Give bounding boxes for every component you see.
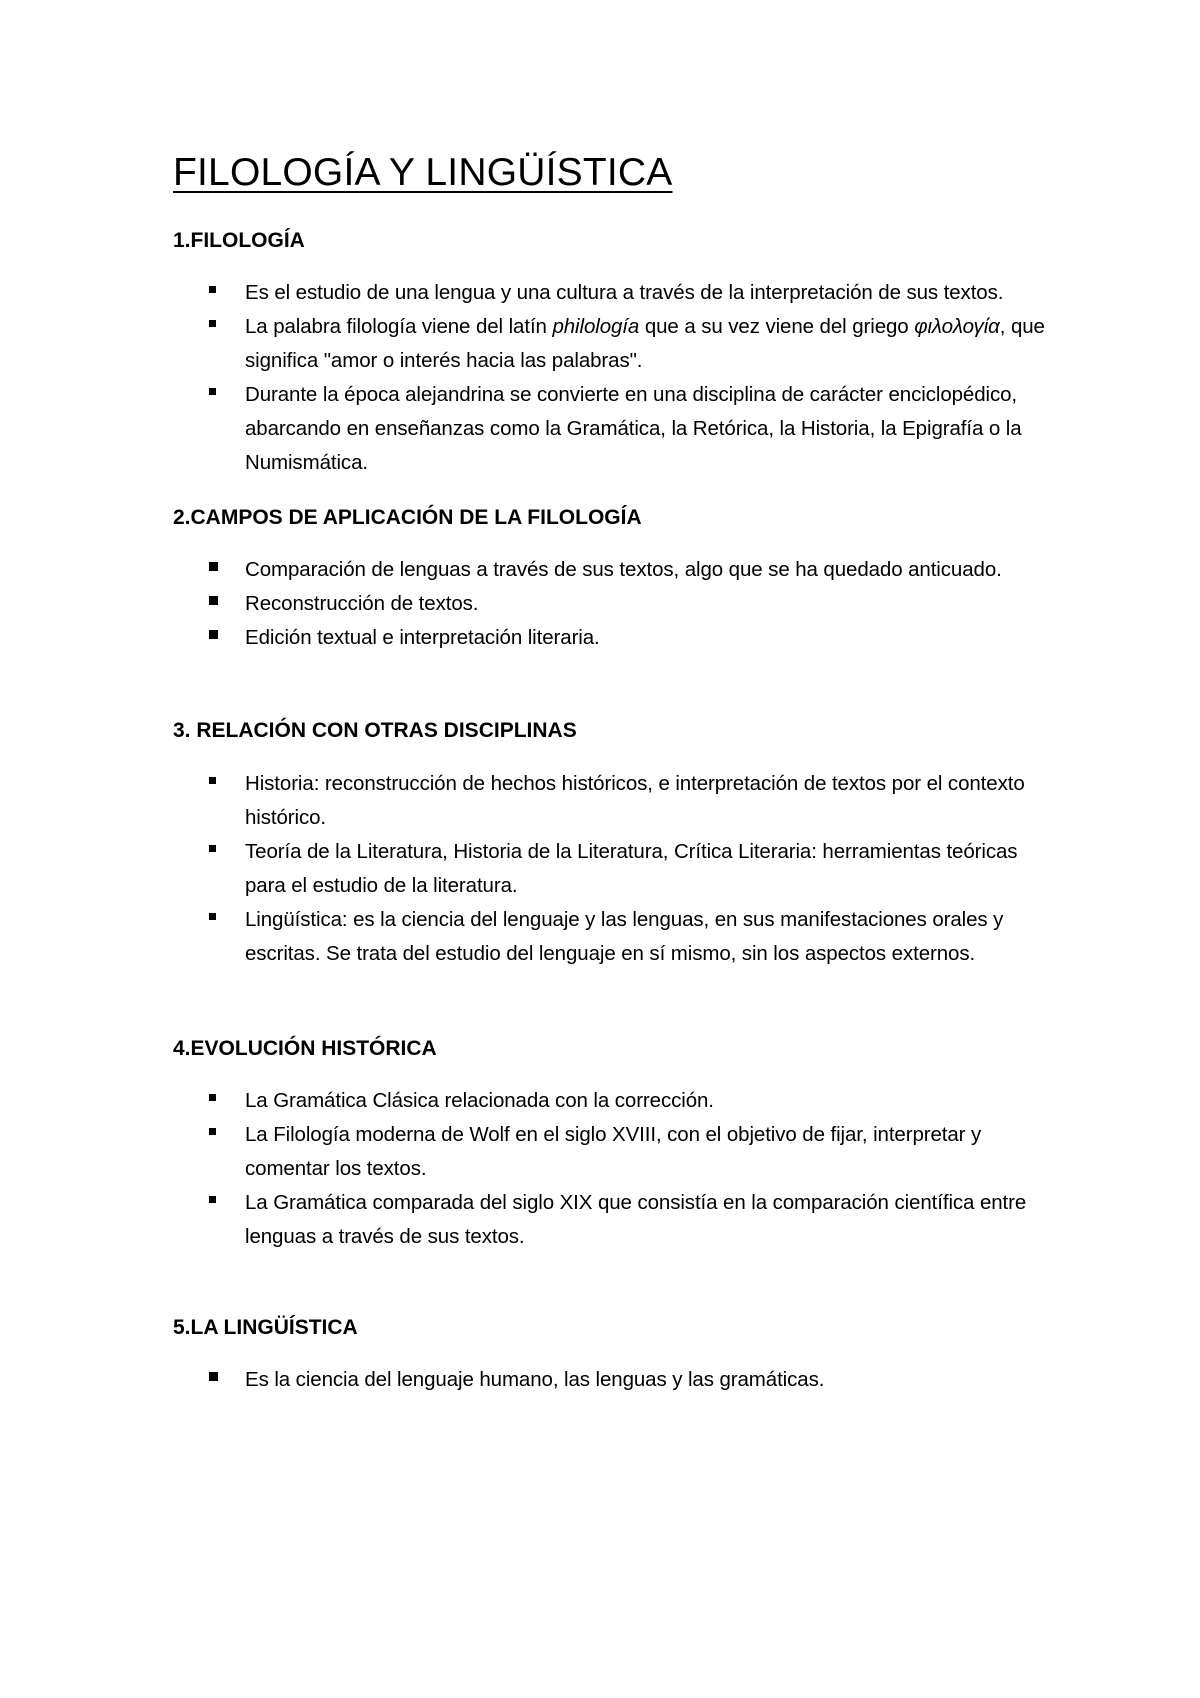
list-item: [173, 378, 1053, 480]
list-item: [173, 1363, 1053, 1397]
list-item: [173, 553, 1053, 587]
bullet-list: [173, 1084, 1053, 1254]
bullet-list: [173, 553, 1053, 655]
list-item-text: Reconstrucción de textos.: [245, 592, 479, 616]
greek-term: φιλολογία: [914, 315, 1000, 339]
square-bullet-icon: [209, 777, 216, 784]
square-bullet-icon: [209, 1196, 216, 1203]
list-item-text: Es el estudio de una lengua y una cultura a través de la interpretación de sus textos.: [245, 281, 1004, 305]
bullet-list: [173, 1363, 1053, 1397]
document-title: FILOLOGÍA Y LINGÜÍSTICA: [173, 151, 673, 194]
list-item-text-middle: que a su vez viene del griego: [639, 315, 915, 339]
square-bullet-icon: [209, 596, 218, 605]
list-item: [173, 1118, 1053, 1186]
latin-term: philología: [552, 315, 640, 339]
list-item: [173, 621, 1053, 655]
list-item: [173, 903, 1053, 971]
list-item-text: Teoría de la Literatura, Historia de la Literatura, Crítica Literaria: herramientas teóricas para el estudio de la literatura.: [245, 839, 1018, 897]
list-item: [173, 1186, 1053, 1254]
section-linguistica: [173, 1314, 1053, 1397]
square-bullet-icon: [209, 913, 216, 920]
list-item: [173, 587, 1053, 621]
list-item: [173, 310, 1053, 378]
list-item-text-end: , que significa "amor o interés hacia las palabras".: [245, 315, 1045, 373]
section-evolucion-historica: [173, 1035, 1053, 1254]
square-bullet-icon: [209, 562, 218, 571]
section-relacion-disciplinas: [173, 717, 1053, 970]
list-item: [173, 276, 1053, 310]
list-item-text: Edición textual e interpretación literaria.: [245, 626, 600, 650]
list-item-text: Comparación de lenguas a través de sus textos, algo que se ha quedado anticuado.: [245, 558, 1002, 582]
document-page: [173, 150, 1053, 1397]
square-bullet-icon: [209, 1372, 218, 1381]
square-bullet-icon: [209, 845, 216, 852]
list-item-text: La Filología moderna de Wolf en el siglo XVIII, con el objetivo de fijar, interpretar y comentar los textos.: [245, 1122, 982, 1180]
list-item-text-start: La palabra filología viene del latín: [245, 315, 553, 339]
square-bullet-icon: [209, 630, 218, 639]
square-bullet-icon: [209, 1094, 216, 1101]
section-heading: 4.EVOLUCIÓN HISTÓRICA: [173, 1036, 437, 1060]
section-filologia: [173, 227, 1053, 480]
list-item-text: La Gramática Clásica relacionada con la corrección.: [245, 1088, 714, 1112]
section-heading: 3. RELACIÓN CON OTRAS DISCIPLINAS: [173, 719, 577, 743]
list-item: [173, 767, 1053, 835]
square-bullet-icon: [209, 388, 216, 395]
list-item-text: Historia: reconstrucción de hechos históricos, e interpretación de textos por el contexto histórico.: [245, 771, 1025, 829]
section-heading: 1.FILOLOGÍA: [173, 228, 305, 252]
list-item-text: Es la ciencia del lenguaje humano, las lenguas y las gramáticas.: [245, 1368, 825, 1392]
list-item-text: La Gramática comparada del siglo XIX que consistía en la comparación científica entre lenguas a través de sus textos.: [245, 1190, 1027, 1248]
list-item: [173, 1084, 1053, 1118]
square-bullet-icon: [209, 320, 216, 327]
bullet-list: [173, 767, 1053, 971]
section-heading: 2.CAMPOS DE APLICACIÓN DE LA FILOLOGÍA: [173, 506, 642, 530]
list-item-text: Lingüística: es la ciencia del lenguaje y las lenguas, en sus manifestaciones orales y escritas. Se trata del estudio del lenguaje en sí mismo, sin los aspectos externos.: [245, 907, 1004, 965]
section-heading: 5.LA LINGÜÍSTICA: [173, 1315, 358, 1339]
section-campos-aplicacion: [173, 504, 1053, 655]
bullet-list: [173, 276, 1053, 480]
square-bullet-icon: [209, 1128, 216, 1135]
list-item-text: Durante la época alejandrina se convierte en una disciplina de carácter enciclopédico, abarcando en enseñanzas como la Gramática, la Retórica, la Historia, la Epigrafía o la Numismática.: [245, 383, 1022, 475]
list-item: [173, 835, 1053, 903]
square-bullet-icon: [209, 286, 216, 293]
